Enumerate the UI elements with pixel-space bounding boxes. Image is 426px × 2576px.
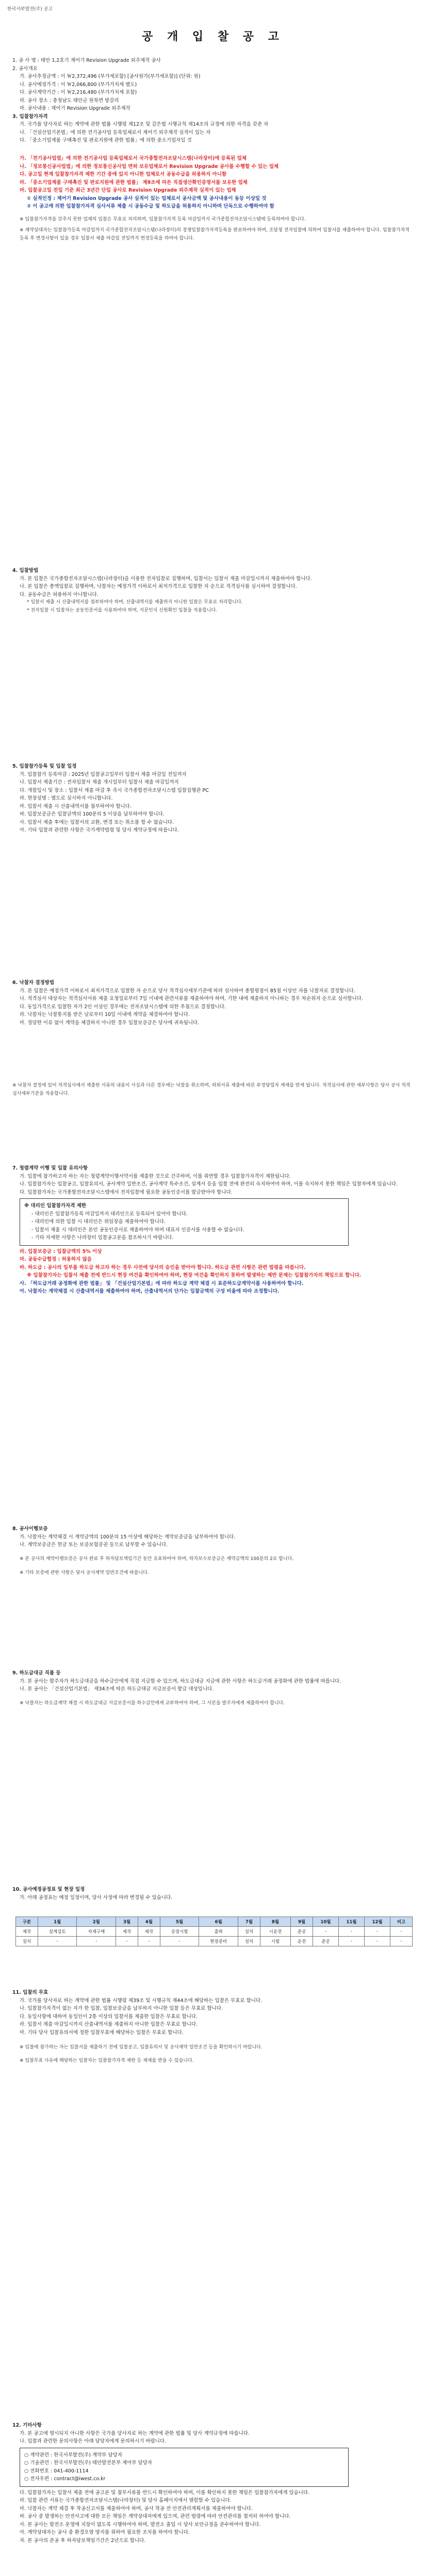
line: 자. 본 공사의 준공 후 하자담보책임기간은 2년으로 합니다. (20, 2537, 146, 2544)
box-line: - 대리인은 입찰참가등록 마감일까지 대리인으로 등록되어 있어야 합니다. (31, 1211, 188, 1217)
section-invalid-bids (12, 1989, 415, 2065)
blue-line: 아. 낙찰자는 계약체결 시 산출내역서를 제출하여야 하며, 산출내역서의 단가는 입찰금액의 구성 비율에 따라 조정합니다. (20, 1289, 280, 1294)
line: 다. 입찰참가자는 국가종합전자조달시스템에서 전자입찰에 필요한 공동인증서를 발급받아야 합니다. (20, 1189, 233, 1195)
table-cell: - (390, 1927, 413, 1937)
table-cell: 준공 (313, 1937, 338, 1946)
line: 다. 개찰일시 및 장소 : 입찰서 제출 마감 후 즉시 국가종합전자조달시스템 입찰집행관 PC (20, 787, 209, 793)
line: 나. 입찰참가자격이 없는 자가 한 입찰, 입찰보증금을 납부하지 아니한 입찰 등은 무효로 합니다. (20, 2006, 223, 2011)
note: ※ 계약상대자는 입찰참가등록 마감일까지 국가종합전자조달시스템(나라장터)의 경쟁입찰참가자격등록을 완료하여야 하며, 조달청 전자입찰에 의하여 입찰서를 제출하여야 합니다. 입찰참가자격 등록 후 변경사항이 있을 경우 입찰서 제출 마감일 전일까지 변경등록을 하여야 합니다. (20, 228, 409, 241)
line: 마. 정당한 이유 없이 계약을 체결하지 아니한 경우 입찰보증금은 당사에 귀속됩니다. (20, 1020, 200, 1026)
line: 3. 입찰참가자격 (12, 113, 48, 120)
line: 가. 입찰참가 등록마감 : 2025년 입찰공고일부터 입찰서 제출 마감일 전일까지 (20, 771, 187, 777)
box-title: ※ 대리인 입찰참가자격 제한 (24, 1203, 87, 1209)
red-line: 라. 「중소기업제품 구매촉진 및 판로지원에 관한 법률」 제9조에 따른 직접생산확인증명서를 보유한 업체 (20, 179, 248, 185)
blue-line: ① 실적인정 : 제어기 Revision Upgrade 공사 실적이 있는 업체로서 공사금액 및 공사내용이 동등 이상일 것 (27, 195, 267, 201)
red-line: 마. 공동수급협정 : 허용하지 않음 (20, 1257, 92, 1262)
column-header: 8월 (260, 1917, 290, 1927)
line: 2. 공사개요 (12, 65, 38, 72)
table-cell: - (365, 1937, 390, 1946)
blue-line: ② 이 공고에 의한 입찰참가자격 심사서류 제출 시 공동수급 및 하도급을 허용하지 아니하며 단독으로 수행하여야 함 (27, 204, 274, 209)
section-eligibility-red (12, 155, 415, 243)
contact-box (20, 2448, 349, 2487)
line: 10. 공사예정공정표 및 현장 일정 (12, 1887, 85, 1892)
column-header: 구분 (16, 1917, 38, 1927)
section-timeline (12, 1886, 415, 1902)
line: 8. 공사이행보증 (12, 1526, 48, 1532)
line: 다. 동일가격으로 입찰한 자가 2인 이상인 경우에는 전자조달시스템에 의한 추첨으로 결정합니다. (20, 1004, 226, 1010)
note: ※ 입찰에 참가하는 자는 입찰서를 제출하기 전에 입찰공고, 입찰유의서 및 공사계약 일반조건 등을 확인하시기 바랍니다. (20, 2045, 263, 2050)
table-row (16, 1927, 413, 1937)
table-cell: 시운전 (260, 1927, 290, 1937)
table-cell: 공장시험 (160, 1927, 199, 1937)
line: 나. 입찰과 관련한 문의사항은 아래 담당자에게 문의하시기 바랍니다. (20, 2438, 167, 2444)
line: 사. 입찰서 제출 후에는 입찰서의 교환, 변경 또는 취소를 할 수 없습니다. (20, 819, 174, 825)
section-award (12, 979, 415, 1027)
red-line: 나. 「정보통신공사업법」에 의한 정보통신공사업 면허 보유업체로서 Revision Upgrade 공사를 수행할 수 있는 업체 (20, 163, 279, 170)
line: 아. 기타 입찰과 관련한 사항은 국가계약법령 및 당사 계약규정에 따릅니다. (20, 827, 179, 833)
line: 라. 낙찰자는 낙찰통지를 받은 날로부터 10일 이내에 계약을 체결하여야 합니다. (20, 1012, 190, 1018)
column-header: 11월 (338, 1917, 364, 1927)
column-header: 12월 (365, 1917, 390, 1927)
section-overview (12, 57, 415, 145)
line: 라. 입찰 관련 서류는 국가종합전자조달시스템(나라장터) 및 당사 홈페이지에서 열람할 수 있습니다. (20, 2498, 232, 2503)
red-line: 바. 하도급 : 공사의 일부를 하도급 하고자 하는 경우 사전에 당사의 승인을 받아야 합니다. 하도급 관련 사항은 관련 법령을 따릅니다. (20, 1264, 306, 1270)
column-header: 4월 (138, 1917, 160, 1927)
line: 나. 적격심사 대상자는 적격심사서류 제출 요청일로부터 7일 이내에 관련서류를 제출하여야 하며, 기한 내에 제출하지 아니하는 경우 차순위자 순으로 심사합니다. (20, 996, 363, 1002)
line: 나. 공사예정가격 : 이 ￦2,066,800 (부가가치세 별도) (20, 81, 137, 88)
table-cell: 설치 (238, 1937, 260, 1946)
line: 가. 국가를 당사자로 하는 계약에 관한 법률 시행령 제12조 및 같은법 시행규칙 제14조의 규정에 의한 자격을 갖춘 자 (20, 122, 269, 127)
line: 다. 「중소기업제품 구매촉진 및 판로지원에 관한 법률」에 의한 중소기업자일 것 (20, 138, 192, 143)
line: 7. 청렴계약 이행 및 입찰 유의사항 (12, 1165, 88, 1171)
section-award-note (12, 1082, 415, 1098)
box-line: - 기타 자세한 사항은 나라장터 입찰공고문을 참조하시기 바랍니다. (31, 1235, 174, 1241)
line: 나. 「건설산업기본법」에 의한 전기공사업 등록업체로서 제어기 외주제작 실적이 있는 자 (20, 129, 211, 135)
line: 9. 하도급대금 직불 등 (12, 1670, 61, 1676)
line: 5. 입찰참가등록 및 입찰 일정 (12, 764, 77, 769)
section-schedule (12, 762, 415, 835)
line: 나. 본 입찰은 총액입찰로 집행하며, 낙찰자는 예정가격 이하로서 최저가격으로 입찰한 자 순으로 적격심사를 실시하여 결정합니다. (20, 584, 297, 589)
red-line: 마. 입찰공고일 전일 기준 최근 3년간 단일 공사로 Revision Upgrade 외주제작 실적이 있는 업체 (20, 188, 236, 193)
line: 라. 현장설명 : 별도로 실시하지 아니합니다. (20, 795, 113, 801)
line: 12. 기타사항 (12, 2422, 42, 2428)
line: 가. 아래 공정표는 예정 일정이며, 당사 사정에 따라 변경될 수 있습니다. (20, 1894, 173, 1901)
line: 마. 입찰서 제출 시 산출내역서를 첨부하여야 합니다. (20, 803, 132, 809)
red-note: ※ 입찰참가자는 입찰서 제출 전에 반드시 현장 여건을 확인하여야 하며, 현장 여건을 확인하지 못하여 발생하는 제반 문제는 입찰참가자의 책임으로 합니다. (27, 1273, 362, 1278)
line: 가. 본 입찰은 예정가격 이하로서 최저가격으로 입찰한 자 순으로 당사 적격심사세부기준에 따라 심사하여 종합평점이 85점 이상인 자를 낙찰자로 결정합니다. (20, 988, 355, 994)
section-integrity (12, 1164, 415, 1296)
column-header: 2월 (77, 1917, 116, 1927)
table-cell: 설치 (16, 1937, 38, 1946)
column-header: 9월 (291, 1917, 313, 1927)
box-line: ○ 기술관련 : 한국서부발전(주) 태안발전본부 제어부 담당자 (24, 2460, 153, 2466)
line: 가. 국가를 당사자로 하는 계약에 관한 법률 시행령 제39조 및 시행규칙 제44조에 해당하는 입찰은 무효로 합니다. (20, 1997, 263, 2004)
column-header: 비고 (390, 1917, 413, 1927)
table-header-row (16, 1917, 413, 1927)
line: 나. 본 공사는 「건설산업기본법」 제34조에 따른 하도급대금 지급보증서 발급 대상입니다. (20, 1686, 214, 1692)
line: 바. 입찰보증금은 입찰금액의 100분의 5 이상을 납부하여야 합니다. (20, 811, 165, 817)
line: 마. 공사내용 : 제어기 Revision Upgrade 외주제작 (20, 106, 130, 111)
line: 1. 공 사 명 : 태안 1,2호기 제어기 Revision Upgrade 외주제작 공사 (12, 58, 161, 63)
note: ※ 입찰무효 사유에 해당하는 입찰자는 입찰참가자격 제한 등 제재를 받을 수 있습니다. (20, 2058, 194, 2063)
table-cell: 현장준비 (199, 1937, 238, 1946)
box-line: ○ 전자우편 : contract@iwest.co.kr (24, 2476, 106, 2482)
line: 나. 계약보증금은 현금 또는 보증보험증권 등으로 납부할 수 있습니다. (20, 1542, 168, 1548)
note: ※ 낙찰자 결정에 있어 적격심사에서 제출한 서류의 내용이 사실과 다른 경우에는 낙찰을 취소하며, 허위서류 제출에 따른 부정당업자 제재를 받게 됩니다. 적격심사에 관한 세부사항은 당사 공사 적격심사세부기준을 적용합니다. (12, 1083, 411, 1096)
blue-line: 사. 「하도급거래 공정화에 관한 법률」 및 「건설산업기본법」에 따라 하도급 계약 체결 시 표준하도급계약서를 사용하여야 합니다. (20, 1280, 304, 1286)
line: 나. 입찰참가자는 입찰공고, 입찰유의서, 공사계약 일반조건, 공사계약 특수조건, 설계서 등을 입찰 전에 완전히 숙지하여야 하며, 이를 숙지하지 못한 책임은 입찰자에게 있습니다. (20, 1181, 398, 1187)
table-cell: 설계검토 (38, 1927, 77, 1937)
table-row (16, 1937, 413, 1946)
table-cell: 제작 (116, 1927, 138, 1937)
org-label: 한국서부발전(주) 공고 (7, 7, 53, 12)
line: 다. 입찰참가자는 입찰서 제출 전에 공고문 및 첨부서류를 반드시 확인하여야 하며, 이를 확인하지 못한 책임은 입찰참가자에게 있습니다. (20, 2489, 310, 2496)
column-header: 5월 (160, 1917, 199, 1927)
line: 아. 계약상대자는 공사 중 환경오염 방지를 위하여 필요한 조치를 하여야 합니다. (20, 2530, 190, 2535)
table-cell: 출하 (199, 1927, 238, 1937)
line: 가. 본 공사는 발주자가 하도급대금을 하수급인에게 직접 지급할 수 있으며, 하도급대금 지급에 관한 사항은 하도급거래 공정화에 관한 법률에 따릅니다. (20, 1678, 341, 1684)
table-cell: - (390, 1937, 413, 1946)
table-cell: - (38, 1937, 77, 1946)
line: 가. 본 공고에 명시되지 아니한 사항은 국가를 당사자로 하는 계약에 관한 법률 및 당사 계약규정에 따릅니다. (20, 2430, 250, 2436)
table-cell: - (116, 1937, 138, 1946)
column-header: 7월 (238, 1917, 260, 1927)
section-bid-method (12, 567, 415, 615)
table-cell: - (160, 1937, 199, 1946)
table-cell: 제작 (138, 1927, 160, 1937)
section-guarantee (12, 1525, 415, 1578)
schedule-table (15, 1917, 413, 1946)
table-cell: 자재구매 (77, 1927, 116, 1937)
section-subcontract (12, 1669, 415, 1707)
line: 가. 본 입찰은 국가종합전자조달시스템(나라장터)을 이용한 전자입찰로 집행하며, 입찰서는 입찰서 제출 마감일시까지 제출하여야 합니다. (20, 575, 312, 582)
line: 마. 기타 당사 입찰유의서에 정한 입찰무효에 해당하는 입찰은 무효로 합니다. (20, 2029, 184, 2036)
table-cell: - (338, 1937, 364, 1946)
line: 다. 동일사항에 대하여 동일인이 2통 이상의 입찰서를 제출한 입찰은 무효로 합니다. (20, 2013, 198, 2020)
table-cell: 준공 (291, 1927, 313, 1937)
line: 다. 공사계약기간 : 이 ￦2,216,480 (부가가치세 포함) (20, 90, 137, 95)
line: 사. 본 공사는 발전소 운영에 지장이 없도록 시행하여야 하며, 발전소 출입 시 당사 보안규정을 준수하여야 합니다. (20, 2521, 261, 2528)
line: 가. 공사추정금액 : 이 ￦2,372,496 (부가세포함) [공사원가(부가세포함)] (단위: 원) (20, 74, 201, 79)
red-line: 가. 「전기공사업법」에 의한 전기공사업 등록업체로서 국가종합전자조달시스템(나라장터)에 등록된 업체 (20, 156, 247, 161)
note: ※ 본 공사의 계약이행보증은 공사 완료 후 하자담보책임기간 동안 유효하여야 하며, 하자보수보증금은 계약금액의 100분의 2로 합니다. (20, 1556, 294, 1562)
note: ※ 낙찰자는 하도급계약 체결 시 하도급대금 지급보증서를 하수급인에게 교부하여야 하며, 그 사본을 발주자에게 제출하여야 합니다. (20, 1700, 285, 1706)
box-line: - 대리인에 의한 입찰 시 대리인은 위임장을 제출하여야 합니다. (31, 1219, 166, 1225)
line: 라. 입찰서 제출 마감일시까지 산출내역서를 제출하지 아니한 입찰은 무효로 합니다. (20, 2022, 198, 2027)
line: 6. 낙찰자 결정방법 (12, 980, 55, 986)
box-line: ○ 전화번호 : 041-400-1114 (24, 2468, 89, 2474)
table-cell: 시험 (260, 1937, 290, 1946)
note: ※ 입찰참가자격을 갖추지 못한 업체의 입찰은 무효로 처리하며, 입찰참가자격 등록 마감일까지 국가종합전자조달시스템에 등록하여야 합니다. (20, 216, 306, 222)
table-cell: - (138, 1937, 160, 1946)
line: 4. 입찰방법 (12, 568, 39, 573)
table-cell: - (313, 1927, 338, 1937)
line: 바. 공사 중 발생하는 안전사고에 대한 모든 책임은 계약상대자에게 있으며, 관련 법령에 따라 안전관리를 철저히 하여야 합니다. (20, 2514, 291, 2519)
column-header: 6월 (199, 1917, 238, 1927)
table-cell: 제작 (16, 1927, 38, 1937)
table-cell: 설치 (238, 1927, 260, 1937)
table-cell: 운전 (291, 1937, 313, 1946)
box-line: ○ 계약관련 : 한국서부발전(주) 계약부 담당자 (24, 2452, 123, 2458)
column-header: 10월 (313, 1917, 338, 1927)
red-line: 다. 공고일 현재 입찰참가자격 제한 기간 중에 있지 아니한 업체로서 공동수급을 허용하지 아니함 (20, 172, 227, 177)
note: ※ 기타 보증에 관한 사항은 당사 공사계약 일반조건에 따릅니다. (20, 1570, 149, 1575)
line: 가. 낙찰자는 계약체결 시 계약금액의 100분의 15 이상에 해당하는 계약보증금을 납부하여야 합니다. (20, 1534, 236, 1540)
column-header: 3월 (116, 1917, 138, 1927)
table-cell: - (338, 1927, 364, 1937)
section-misc (12, 2421, 415, 2545)
sub-line: * 전자입찰 시 입찰자는 공동인증서를 사용하여야 하며, 지문인식 신원확인 입찰을 적용합니다. (27, 607, 218, 613)
table-cell: - (77, 1937, 116, 1946)
line: 라. 공사 장소 : 충청남도 태안군 원북면 방갈리 (20, 97, 119, 104)
box-line: - 입찰서 제출 시 대리인은 본인 공동인증서로 제출하여야 하며 대표자 인증서를 사용할 수 없습니다. (31, 1227, 244, 1233)
line: 가. 입찰에 참가하고자 하는 자는 청렴계약이행서약서를 제출한 것으로 간주하며, 이를 위반할 경우 입찰참가자격이 제한됩니다. (20, 1173, 291, 1179)
line: 11. 입찰의 무효 (12, 1990, 48, 1995)
line: 마. 낙찰자는 계약 체결 후 착공신고서를 제출하여야 하며, 공사 착공 전 안전관리계획서를 제출하여야 합니다. (20, 2505, 253, 2512)
page-title: 공 개 입 찰 공 고 (142, 30, 284, 43)
red-line: 라. 입찰보증금 : 입찰금액의 5% 이상 (20, 1248, 102, 1255)
line: 나. 입찰서 제출기간 : 전자입찰서 제출 개시일부터 입찰서 제출 마감일까지 (20, 779, 179, 785)
table-cell: - (365, 1927, 390, 1937)
line: 다. 공동수급은 허용하지 아니합니다. (20, 591, 99, 598)
column-header: 1월 (38, 1917, 77, 1927)
agent-restriction-box (20, 1198, 349, 1246)
sub-line: * 입찰서 제출 시 산출내역서를 첨부하여야 하며, 산출내역서를 제출하지 아니한 입찰은 무효로 처리합니다. (27, 600, 243, 605)
